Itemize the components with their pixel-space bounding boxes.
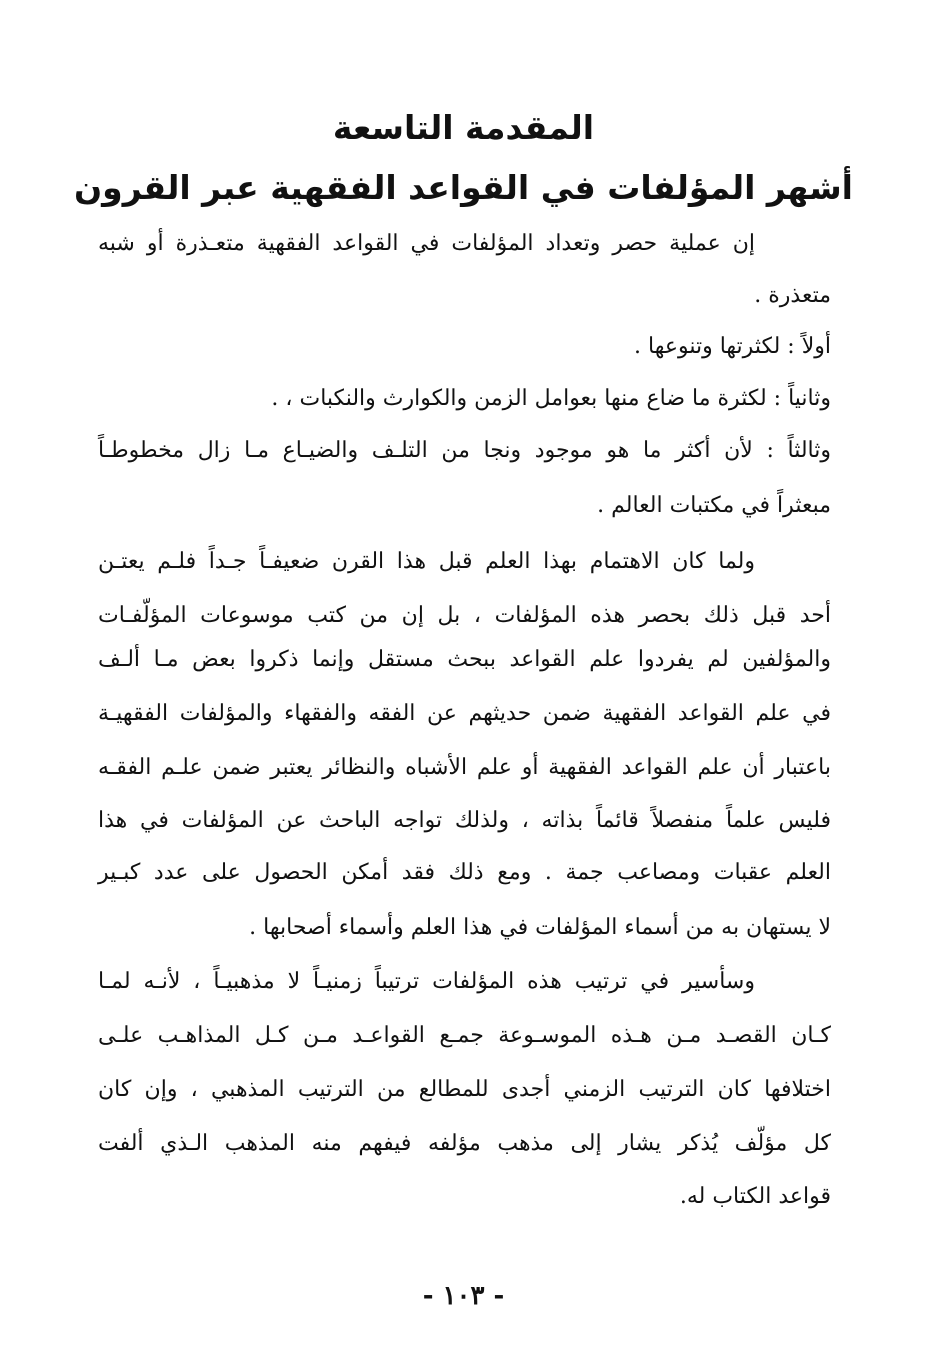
body-line: لا يستهان به من أسماء المؤلفات في هذا العلم وأسماء أصحابها . — [249, 915, 831, 940]
body-line: أحد قبل ذلك بحصر هذه المؤلفات ، بل إن من كتب موسوعات المؤلّفـات — [98, 603, 831, 628]
body-line: وسأسير في ترتيب هذه المؤلفات ترتيباً زمنيـاً لا مذهبيـاً ، لأنـه لمـا — [98, 969, 755, 994]
body-line: العلم عقبات ومصاعب جمة . ومع ذلك فقد أمكن الحصول على عدد كبـير — [98, 860, 831, 885]
body-line: مبعثراً في مكتبات العالم . — [597, 493, 831, 518]
body-line: وثانياً : لكثرة ما ضاع منها بعوامل الزمن والكوارث والنكبات ، . — [271, 386, 831, 411]
chapter-title: المقدمة التاسعة — [332, 108, 595, 147]
page-number: - ١٠٣ - — [422, 1281, 505, 1311]
body-line: باعتبار أن علم القواعد الفقهية أو علم الأشباه والنظائر يعتبر ضمن علـم الفقـه — [98, 755, 831, 780]
body-line: قواعد الكتاب له. — [679, 1184, 831, 1209]
body-line: في علم القواعد الفقهية ضمن حديثهم عن الفقه والفقهاء والمؤلفات الفقهيـة — [98, 701, 831, 726]
body-line: متعذرة . — [754, 283, 831, 308]
body-line: أولاً : لكثرتها وتنوعها . — [634, 334, 831, 359]
body-line: ولما كان الاهتمام بهذا العلم قبل هذا القرن ضعيفـاً جـداً فلـم يعتـن — [98, 549, 755, 574]
body-line: اختلافها كان الترتيب الزمني أجدى للمطالع من الترتيب المذهبي ، وإن كان — [98, 1077, 831, 1102]
body-line: إن عملية حصر وتعداد المؤلفات في القواعد الفقهية متعـذرة أو شبه — [98, 231, 755, 256]
body-line: والمؤلفين لم يفردوا علم القواعد ببحث مستقل وإنما ذكروا بعض مـا ألـف — [98, 647, 831, 672]
body-line: كـان القصـد مـن هـذه الموسـوعة جمـع القواعـد مـن كـل المذاهـب علـى — [98, 1023, 831, 1048]
body-line: كل مؤلّف يُذكر يشار إلى مذهب مؤلفه فيفهم منه المذهب الـذي ألفت — [98, 1131, 831, 1156]
body-line: فليس علماً منفصلاً قائماً بذاته ، ولذلك تواجه الباحث عن المؤلفات في هذا — [98, 808, 831, 833]
body-line: وثالثاً : لأن أكثر ما هو موجود ونجا من التلـف والضيـاع مـا زال مخطوطـاً — [98, 438, 831, 463]
chapter-subtitle: أشهر المؤلفات في القواعد الفقهية عبر القرون — [74, 168, 853, 207]
